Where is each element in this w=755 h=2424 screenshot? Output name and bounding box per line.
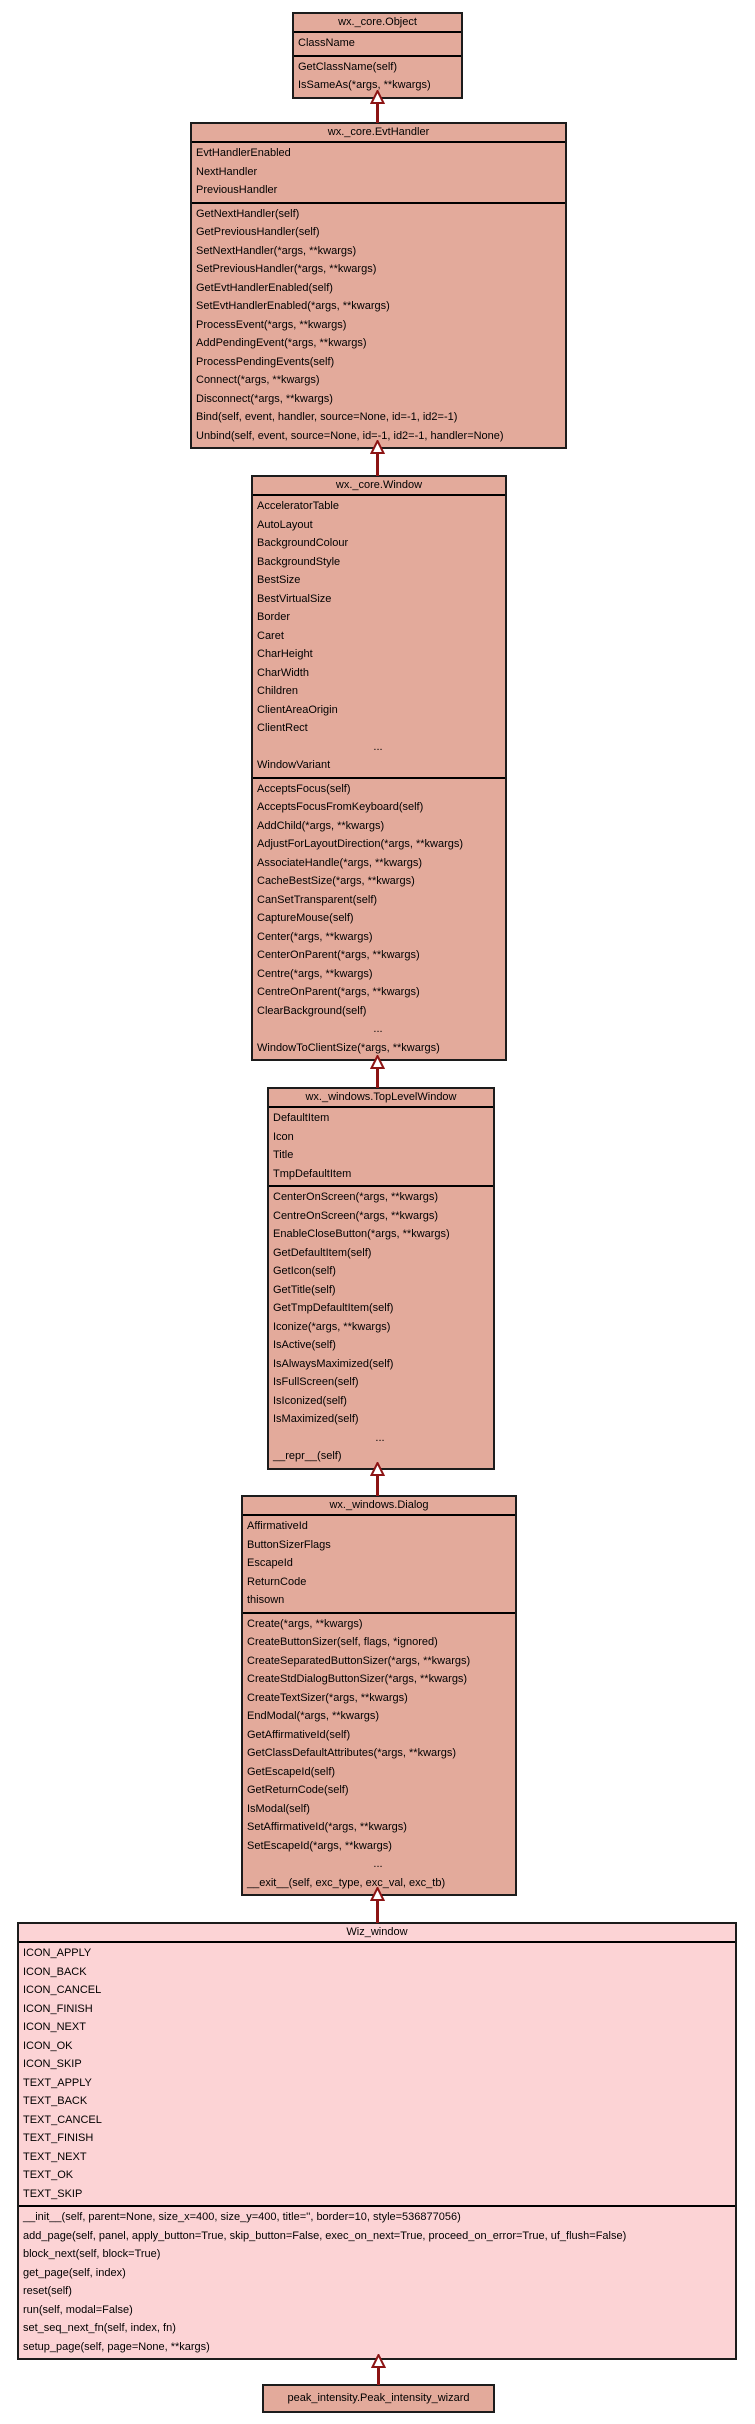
method-row: GetTitle(self) <box>273 1283 336 1296</box>
method-row: CreateButtonSizer(self, flags, *ignored) <box>247 1636 438 1648</box>
method-row: GetAffirmativeId(self) <box>247 1728 351 1741</box>
attribute-row: BackgroundColour <box>257 537 349 549</box>
inheritance-line <box>376 102 379 123</box>
attribute-row: ICON_NEXT <box>23 2021 86 2033</box>
attribute-row: BestSize <box>257 574 301 586</box>
class-box-wx-core-object <box>292 12 463 99</box>
method-row: SetPreviousHandler(*args, **kwargs) <box>196 263 377 275</box>
attribute-row: EvtHandlerEnabled <box>196 147 291 159</box>
method-row: CentreOnScreen(*args, **kwargs) <box>273 1209 439 1222</box>
class-attributes <box>269 1108 493 1187</box>
method-row: Bind(self, event, handler, source=None, id=-1, id2=-1) <box>196 411 458 423</box>
method-row: Disconnect(*args, **kwargs) <box>196 392 333 405</box>
attribute-row: TEXT_OK <box>23 2169 74 2181</box>
attribute-row: ... <box>373 740 383 753</box>
method-row: Unbind(self, event, source=None, id=-1, id2=-1, handler=None) <box>196 429 504 442</box>
method-row: ... <box>373 1858 383 1870</box>
inheritance-line <box>377 2366 380 2385</box>
inheritance-arrow <box>370 440 385 476</box>
method-row: GetDefaultItem(self) <box>273 1246 372 1259</box>
method-row: GetEvtHandlerEnabled(self) <box>196 281 333 294</box>
method-row: SetEscapeId(*args, **kwargs) <box>247 1839 392 1852</box>
attribute-row: CharHeight <box>257 648 313 660</box>
method-row: run(self, modal=False) <box>23 2303 133 2316</box>
method-row: ProcessEvent(*args, **kwargs) <box>196 318 347 331</box>
inheritance-line <box>376 1899 379 1923</box>
method-row: CenterOnScreen(*args, **kwargs) <box>273 1191 439 1203</box>
attribute-row: Caret <box>257 629 284 642</box>
method-row: CentreOnParent(*args, **kwargs) <box>257 986 420 998</box>
attribute-row: AffirmativeId <box>247 1520 308 1532</box>
method-row: EndModal(*args, **kwargs) <box>247 1710 380 1722</box>
inheritance-arrow <box>370 1887 385 1923</box>
inheritance-arrow <box>370 1055 385 1088</box>
class-title: wx._core.EvtHandler <box>192 124 565 143</box>
method-row: block_next(self, block=True) <box>23 2248 161 2260</box>
attribute-row: TmpDefaultItem <box>273 1167 352 1180</box>
class-attributes <box>253 496 505 779</box>
attribute-row: ICON_APPLY <box>23 1947 92 1959</box>
class-methods <box>243 1614 515 1895</box>
inheritance-line <box>376 452 379 476</box>
method-row: GetClassDefaultAttributes(*args, **kwargs) <box>247 1747 457 1759</box>
method-row: AddPendingEvent(*args, **kwargs) <box>196 337 367 349</box>
method-row: IsFullScreen(self) <box>273 1376 359 1388</box>
class-box-wx-core-evthandler <box>190 122 567 449</box>
attribute-row: CharWidth <box>257 666 309 679</box>
method-row: AssociateHandle(*args, **kwargs) <box>257 856 423 869</box>
inheritance-line <box>376 1067 379 1088</box>
method-row: IsSameAs(*args, **kwargs) <box>298 79 431 91</box>
method-row: ClearBackground(self) <box>257 1004 367 1017</box>
method-row: Iconize(*args, **kwargs) <box>273 1320 391 1333</box>
method-row: ProcessPendingEvents(self) <box>196 355 335 368</box>
method-row: CenterOnParent(*args, **kwargs) <box>257 949 420 961</box>
method-row: WindowToClientSize(*args, **kwargs) <box>257 1041 440 1054</box>
method-row: AcceptsFocusFromKeyboard(self) <box>257 801 424 813</box>
attribute-row: TEXT_FINISH <box>23 2132 94 2144</box>
class-title: peak_intensity.Peak_intensity_wizard <box>287 2392 470 2404</box>
method-row: ... <box>373 1023 383 1035</box>
attribute-row: ICON_BACK <box>23 1965 87 1978</box>
attribute-row: ICON_CANCEL <box>23 1984 102 1996</box>
method-row: IsModal(self) <box>247 1802 310 1815</box>
method-row: IsIconized(self) <box>273 1394 347 1407</box>
method-row: IsActive(self) <box>273 1339 336 1351</box>
method-row: GetReturnCode(self) <box>247 1784 349 1796</box>
class-title: wx._core.Object <box>294 14 461 33</box>
method-row: SetNextHandler(*args, **kwargs) <box>196 244 357 257</box>
class-box-wx-core-window <box>251 475 507 1061</box>
method-row: get_page(self, index) <box>23 2266 126 2279</box>
method-row: GetPreviousHandler(self) <box>196 226 320 238</box>
attribute-row: TEXT_APPLY <box>23 2076 92 2089</box>
class-title: wx._core.Window <box>253 477 505 496</box>
method-row: setup_page(self, page=None, **kargs) <box>23 2340 210 2353</box>
method-row: CreateTextSizer(*args, **kwargs) <box>247 1691 408 1704</box>
class-title: Wiz_window <box>19 1924 735 1943</box>
attribute-row: ClientAreaOrigin <box>257 703 338 716</box>
attribute-row: Children <box>257 685 298 697</box>
method-row: CreateStdDialogButtonSizer(*args, **kwargs) <box>247 1673 468 1685</box>
attribute-row: Icon <box>273 1130 294 1143</box>
method-row: GetClassName(self) <box>298 60 398 73</box>
attribute-row: TEXT_BACK <box>23 2095 88 2107</box>
method-row: GetNextHandler(self) <box>196 207 300 220</box>
method-row: EnableCloseButton(*args, **kwargs) <box>273 1228 450 1240</box>
attribute-row: TEXT_CANCEL <box>23 2113 102 2126</box>
class-attributes <box>243 1516 515 1614</box>
attribute-row: NextHandler <box>196 165 258 178</box>
method-row: reset(self) <box>23 2285 72 2297</box>
inheritance-arrow <box>371 2354 386 2385</box>
method-row: CacheBestSize(*args, **kwargs) <box>257 875 415 887</box>
class-title: wx._windows.TopLevelWindow <box>269 1089 493 1108</box>
attribute-row: TEXT_SKIP <box>23 2187 83 2200</box>
method-row: GetTmpDefaultItem(self) <box>273 1302 394 1314</box>
class-methods <box>269 1187 493 1468</box>
method-row: Create(*args, **kwargs) <box>247 1617 363 1630</box>
method-row: GetIcon(self) <box>273 1265 336 1277</box>
class-box-wx-windows-dialog <box>241 1495 517 1896</box>
inheritance-line <box>376 1474 379 1496</box>
method-row: AdjustForLayoutDirection(*args, **kwargs) <box>257 838 464 850</box>
class-attributes <box>294 33 461 57</box>
method-row: CreateSeparatedButtonSizer(*args, **kwargs) <box>247 1654 471 1667</box>
class-box-wx-windows-toplevelwindow <box>267 1087 495 1470</box>
attribute-row: TEXT_NEXT <box>23 2150 87 2163</box>
attribute-row: AcceleratorTable <box>257 500 339 512</box>
attribute-row: ICON_SKIP <box>23 2058 82 2070</box>
attribute-row: Title <box>273 1149 294 1161</box>
attribute-row: ButtonSizerFlags <box>247 1538 331 1551</box>
method-row: AcceptsFocus(self) <box>257 782 351 795</box>
method-row: ... <box>375 1431 385 1444</box>
attribute-row: Border <box>257 611 291 623</box>
method-row: __repr__(self) <box>273 1450 342 1462</box>
class-methods <box>253 779 505 1060</box>
inheritance-arrow <box>370 90 385 123</box>
attribute-row: ClassName <box>298 37 355 49</box>
inheritance-arrow <box>370 1462 385 1496</box>
method-row: GetEscapeId(self) <box>247 1765 336 1778</box>
attribute-row: ClientRect <box>257 722 308 734</box>
method-row: add_page(self, panel, apply_button=True, skip_button=False, exec_on_next=True, proceed_on_error=True, uf_flush=False) <box>23 2229 627 2242</box>
attribute-row: thisown <box>247 1594 285 1606</box>
attribute-row: WindowVariant <box>257 759 331 771</box>
attribute-row: ICON_FINISH <box>23 2002 93 2015</box>
attribute-row: ICON_OK <box>23 2039 73 2052</box>
method-row: CanSetTransparent(self) <box>257 893 378 906</box>
attribute-row: DefaultItem <box>273 1112 330 1124</box>
method-row: SetEvtHandlerEnabled(*args, **kwargs) <box>196 300 390 312</box>
class-box-wiz-window <box>17 1922 737 2360</box>
method-row: CaptureMouse(self) <box>257 912 354 924</box>
method-row: Connect(*args, **kwargs) <box>196 374 320 386</box>
attribute-row: AutoLayout <box>257 518 313 531</box>
attribute-row: BestVirtualSize <box>257 592 332 605</box>
method-row: set_seq_next_fn(self, index, fn) <box>23 2322 176 2334</box>
class-methods <box>192 204 565 448</box>
class-attributes <box>192 143 565 204</box>
method-row: Center(*args, **kwargs) <box>257 930 373 943</box>
method-row: AddChild(*args, **kwargs) <box>257 819 385 832</box>
attribute-row: EscapeId <box>247 1557 293 1569</box>
attribute-row: BackgroundStyle <box>257 555 341 568</box>
class-methods <box>19 2207 735 2358</box>
attribute-row: ReturnCode <box>247 1575 307 1588</box>
method-row: __init__(self, parent=None, size_x=400, size_y=400, title='', border=10, style=536877056) <box>23 2211 461 2223</box>
method-row: SetAffirmativeId(*args, **kwargs) <box>247 1821 407 1833</box>
class-title: wx._windows.Dialog <box>243 1497 515 1516</box>
attribute-row: PreviousHandler <box>196 184 278 196</box>
method-row: IsAlwaysMaximized(self) <box>273 1357 394 1370</box>
class-attributes <box>19 1943 735 2207</box>
class-box-peak-intensity-wizard <box>262 2384 495 2413</box>
method-row: IsMaximized(self) <box>273 1413 359 1425</box>
method-row: __exit__(self, exc_type, exc_val, exc_tb) <box>247 1876 446 1889</box>
method-row: Centre(*args, **kwargs) <box>257 967 373 980</box>
